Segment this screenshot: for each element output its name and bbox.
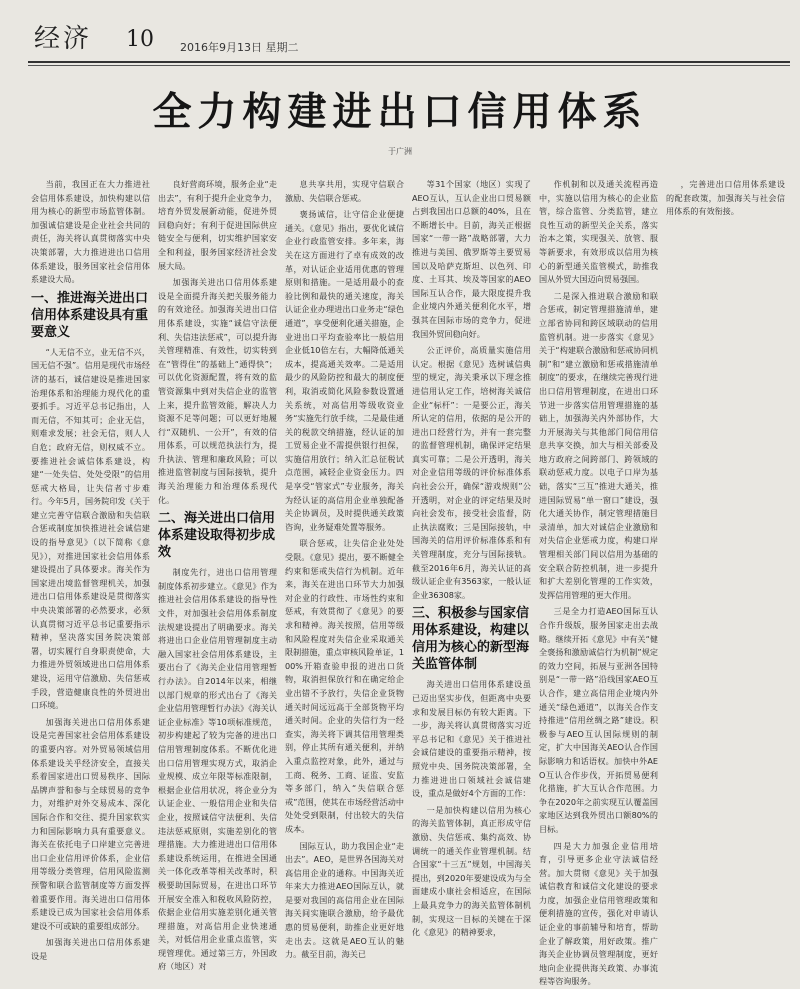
body-paragraph: 二是深入推进联合激励和联合惩戒，制定管理措施清单，建立部省协同和跨区域联动的信用监管机制。进一步落实《意见》关于“构建联合激励和惩戒协同机制”和“建立激励和惩戒措施清单制度”的要求，在继续完善现行进出口信用管理制度，在进出口环节进一步落实信用管理措施的基础上，加强海关内外部协作，大力开展海关与其他部门间信用信息共享交换，加大与相关部委及地方政府之间跨部门、跨领域的联动惩戒力度。以电子口岸为基础，落实“三互”推进大通关，推进国际贸易“单一窗口”建设，强化大通关协作，制定管理措施目录清单，加大对诚信企业激励和对失信企业惩戒力度，构建口岸管理相关部门间以信用为基础的安全联合防控机制，进一步提升和扩大差别化管理的工作实效，发挥信用管理的更大作用。: [539, 290, 658, 603]
issue-date: 2016年9月13日 星期二: [180, 41, 299, 54]
text-column-3: [285, 178, 404, 800]
text-column-6: [666, 178, 785, 800]
body-paragraph: 加强海关进出口信用体系建设是全面提升海关把关服务能力的有效途径。加强海关进出口信用体系建设，实施“诚信守法便利、失信违法惩戒”，可以提升海关管理精准、有效性，切实转到在“管得住”的基础上“通得快”；可以优化资源配置，将有效的监管资源集中到对失信企业的监管上来，提升监管效能，解决人力资源不足等问题；可以更好地履行“双随机、一公开”，有效的信用体系，可以规范执法行为，提升执法、管理和廉政风险；可以推进监管制度与国际接轨，提升海关治理能力和治理体系现代化。: [158, 276, 277, 507]
text-column-1: [31, 178, 150, 800]
body-paragraph: 制度先行，进出口信用管理制度体系初步建立。《意见》作为推进社会信用体系建设的指导性文件，对加强社会信用体系制度法规建设提出了明确要求。海关将进出口企业信用管理制度主动融入国家社会信用体系建设，主要出台了《海关企业信用管理暂行办法》。自2014年以来，相继以部门规章的形式出台了《海关企业信用管理暂行办法》《海关认证企业标准》等10项标准规范，初步构建起了较为完备的进出口信用管理制度体系。不断优化进出口信用管理实现方式，取消企业规模、成立年限等标准限制，根据企业信用状况，将企业分为认证企业、一般信用企业和失信企业，按照诚信守法便利、失信违法惩戒原则，实施差别化的管理措施。大力推进进出口信用体系建设系统运用，在推进全国通关一体化改革等相关改革时，积极要助国际贸易，在进出口环节开展安全准入和税收风险防控，依据企业信用实施差别化通关管理措施，对高信用企业快速通关，对低信用企业重点监管，实现管理优。通过第三方，外国政府（地区）对: [158, 566, 277, 974]
article-author: 于广洲: [0, 147, 800, 157]
body-paragraph: 当前，我国正在大力推进社会信用体系建设，加快构建以信用为核心的新型市场监管体制。加强诚信建设是企业社会共同的责任，海关将认真贯彻落实中央决策部署，大力推进进出口信用体系建设，服务国家社会信用体系建设大局。: [31, 178, 150, 287]
section-name: 经济: [34, 24, 92, 54]
body-paragraph: 三是全力打造AEO国际互认合作升级版，服务国家走出去战略。继续开拓《意见》中有关“健全褒扬和激励诚信行为机制”规定的效力空间，拓展与亚洲各国特别是“一带一路”沿线国家AEO互认合作，建立高信用企业境内外通关“绿色通道”，以海关合作支持推进“信用丝绸之路”建设。积极参与AEO互认国际规则的制定，扩大中国海关AEO认合作国际影响力和话语权。加快中外AEO互认合作步伐，开拓贸易便利化措施，扩大互认合作范围。力争在2020年之前实现互认覆盖国家地区达到我外贸出口额80%的目标。: [539, 605, 658, 836]
section-heading: 二、海关进出口信用体系建设取得初步成效: [158, 510, 277, 561]
body-paragraph: 加强海关进出口信用体系建设是: [31, 936, 150, 963]
body-paragraph: 息共享共用，实现守信联合激励、失信联合惩戒。: [285, 178, 404, 205]
body-paragraph: 公正评价，高质量实施信用认定。根据《意见》选树诚信典型的规定，海关秉承以下理念推进信用认定工作，培树海关诚信企业“标杆”：一是要公正，海关所认定的信用，依据的是公开的进出口经营行为，并有一套完整的监督管理机制，确保评定结果真实可靠；二是公开透明，海关对企业信用等级的评价标准体系向社会公开，确保“游戏规则”公开透明，对企业的评定结果及时向社会发布，接受社会监督，防止执法腐败；三是国际接轨，中国海关的信用评价标准体系和有关管理制度，充分与国际接轨。截至2016年6月，海关认证的高级认证企业有3563家，一般认证企业36308家。: [412, 344, 531, 602]
section-heading: 三、积极参与国家信用体系建设，构建以信用为核心的新型海关监管体制: [412, 605, 531, 673]
body-paragraph: 等31个国家（地区）实现了AEO互认，互认企业出口贸易额占到我国出口总额的40%，且在不断增长中。目前，海关正根据国家“一带一路”战略部署，大力推进与美国、俄罗斯等主要贸易国以及哈萨克斯坦、以色列、印度、土耳其、埃及等国家的AEO国际互认合作，最大限度提升我企业境内外通关便利化水平，增强其在国际市场的竞争力，促进我国外贸回稳向好。: [412, 178, 531, 341]
body-paragraph: 加强海关进出口信用体系建设是完善国家社会信用体系建设的重要内容。对外贸易领域信用体系建设关乎经济安全，直接关系着国家进出口贸易秩序、国际品牌声誉和参与全球贸易的竞争力，对维护对外交易成本、深化国际合作和交往、提升国家软实力和国际影响力具有重要意义。海关在依托电子口岸建立完善进出口企业信用评价体系，企业信用等级分类管理，信用风险监测预警和联合监管制度等方面发挥着重要作用。海关进出口信用体系建设已成为国家社会信用体系建设不可或缺的重要组成部分。: [31, 716, 150, 934]
body-paragraph: 作机制和以及通关流程再造中，实施以信用为核心的企业监管，综合监管、分类监管，建立良性互动的新型关企关系，落实治本之策，实现强关、放管、服等新要求，有效形成以信用为核心的新型通关监管模式，助推我国从外贸大国迈向贸易强国。: [539, 178, 658, 287]
article-body: [31, 178, 787, 800]
masthead-rule-thin: [28, 65, 790, 66]
body-paragraph: ，完善进出口信用体系建设的配套政策，加强海关与社会信用体系的有效衔接。: [666, 178, 785, 219]
body-paragraph: 良好营商环境，服务企业“走出去”，有利于提升企业竞争力，培育外贸发展新动能，促进外贸回稳向好；有利于促进国际供应链安全与便利，切实维护国家安全和利益，服务国家经济社会发展大局。: [158, 178, 277, 273]
body-paragraph: 四是大力加强企业信用培育，引导更多企业守法诚信经营。加大贯彻《意见》关于加强诚信教育和诚信文化建设的要求力度，加强企业信用管理政策和便利措施的宣传，强化对申请认证企业的事前辅导和培育，帮助企业了解政策，用好政策。推广海关企业协调员管理制度，更好地向企业提供海关政策、办事流程等咨询服务。: [539, 840, 658, 989]
text-column-4: [412, 178, 531, 800]
body-paragraph: 联合惩戒，让失信企业处处受限。《意见》提出，要不断健全约束和惩戒失信行为机制。近年来，海关在进出口环节大力加强对企业的行政性、市场性约束和惩戒，有效贯彻了《意见》的要求和精神。海关按照，信用等级和风险程度对失信企业采取通关限制措施，重点审核风险单证，100%开箱查验申报的进出口货物，取消担保放行和在确定给企业出错不予放行，失信企业货物通关时间远远高于全部货物平均通关时间。企业的失信行为一经查实，海关将下调其信用管理类别，停止其所有通关便利，并纳入重点监控对象，此外，通过与工商、税务、工商、证监、安监等多部门，纳入“失信联合惩戒”范围，使其在市场经营活动中处处受到限制，付出较大的失信成本。: [285, 537, 404, 836]
text-column-2: [158, 178, 277, 800]
masthead: [0, 0, 800, 62]
body-paragraph: 海关进出口信用体系建设虽已迈出坚实步伐，但距离中央要求和发展目标仍有较大距离。下一步，海关将认真贯彻落实习近平总书记和《意见》关于推进社会诚信建设的重要指示精神，按照党中央、国务院决策部署，全力推进进出口领域社会诚信建设，重点是做好4个方面的工作：: [412, 678, 531, 800]
body-paragraph: “人无信不立，业无信不兴，国无信不强”。信用是现代市场经济的基石，诚信建设是推进国家治理体系和治理能力现代化的重要抓手。习近平总书记指出，人而无信，不知其可；企业无信，则难求发展；社会无信，则人人自危；政府无信，则权威不立。要推进社会诚信体系建设，构建“一处失信、处处受限”的信用惩戒大格局，让失信者寸步难行。今年5月，国务院印发《关于建立完善守信联合激励和失信联合惩戒制度加快推进社会诚信建设的指导意见》（以下简称《意见》），对推进国家社会信用体系建设提出了具体要求。海关作为国家进出境监督管理机关，加强进出口信用体系建设是贯彻落实中央决策部署的必然要求，必须认真贯彻习近平总书记重要指示精神，坚决落实国务院决策部署，切实履行自身职责使命，大力推进外贸领域进出口信用体系建设，运用守信激励、失信惩戒手段，营造健康良性的外贸进出口环境。: [31, 346, 150, 713]
body-paragraph: 一是加快构建以信用为核心的海关监管体制，真正形成守信激励、失信惩戒、集约高效、协调统一的通关作业管理机制。结合国家“十三五”规划，中国海关提出，到2020年要建设成为与全面建成小康社会相适应，在国际上最具竞争力的海关监管体制机制，实现这一目标的关键在于深化《意见》的精神要求，: [412, 804, 531, 940]
page-number: 10: [126, 28, 154, 52]
article-headline: 全力构建进出口信用体系: [0, 90, 800, 136]
masthead-rule-thick: [28, 61, 790, 63]
section-heading: 一、推进海关进出口信用体系建设具有重要意义: [31, 290, 150, 341]
text-column-5: [539, 178, 658, 800]
body-paragraph: 国际互认，助力我国企业“走出去”。AEO，是世界各国海关对高信用企业的通称。中国海关近年来大力推进AEO国际互认，就是要对我国的高信用企业在国际海关间实施联合激励，给予最优惠的贸易便利，助推企业更好地走出去。这就是AEO互认的魅力。截至目前，海关已: [285, 840, 404, 962]
body-paragraph: 褒扬诚信，让守信企业便捷通关。《意见》指出，要优化诚信企业行政监管安排。多年来，海关在这方面进行了卓有成效的改革，对认证企业适用优惠的管理原则和措施。一是适用最小的查验比例和最快的通关速度，海关认证企业办理进出口业务走“绿色通道”，享受便利化通关措施，企业进出口平均查验率比一般信用企业低10倍左右，大幅降低通关成本，提高通关效率。二是适用最少的风险防控和最大的制度便利，取消或简化风险参数设置通关系统，对高信用等级收资业务“实施先行放手续，二是最佳通关的税款交纳措施，经认证的加工贸易企业不需提供银行担保，实施信用放行；纳入汇总征税试点范围，减轻企业资金压力。四是享受“管家式”专业服务，海关为经认证的高信用企业单独配备关企协调员，及时提供通关政策咨询，业务疑难处置等服务。: [285, 208, 404, 534]
